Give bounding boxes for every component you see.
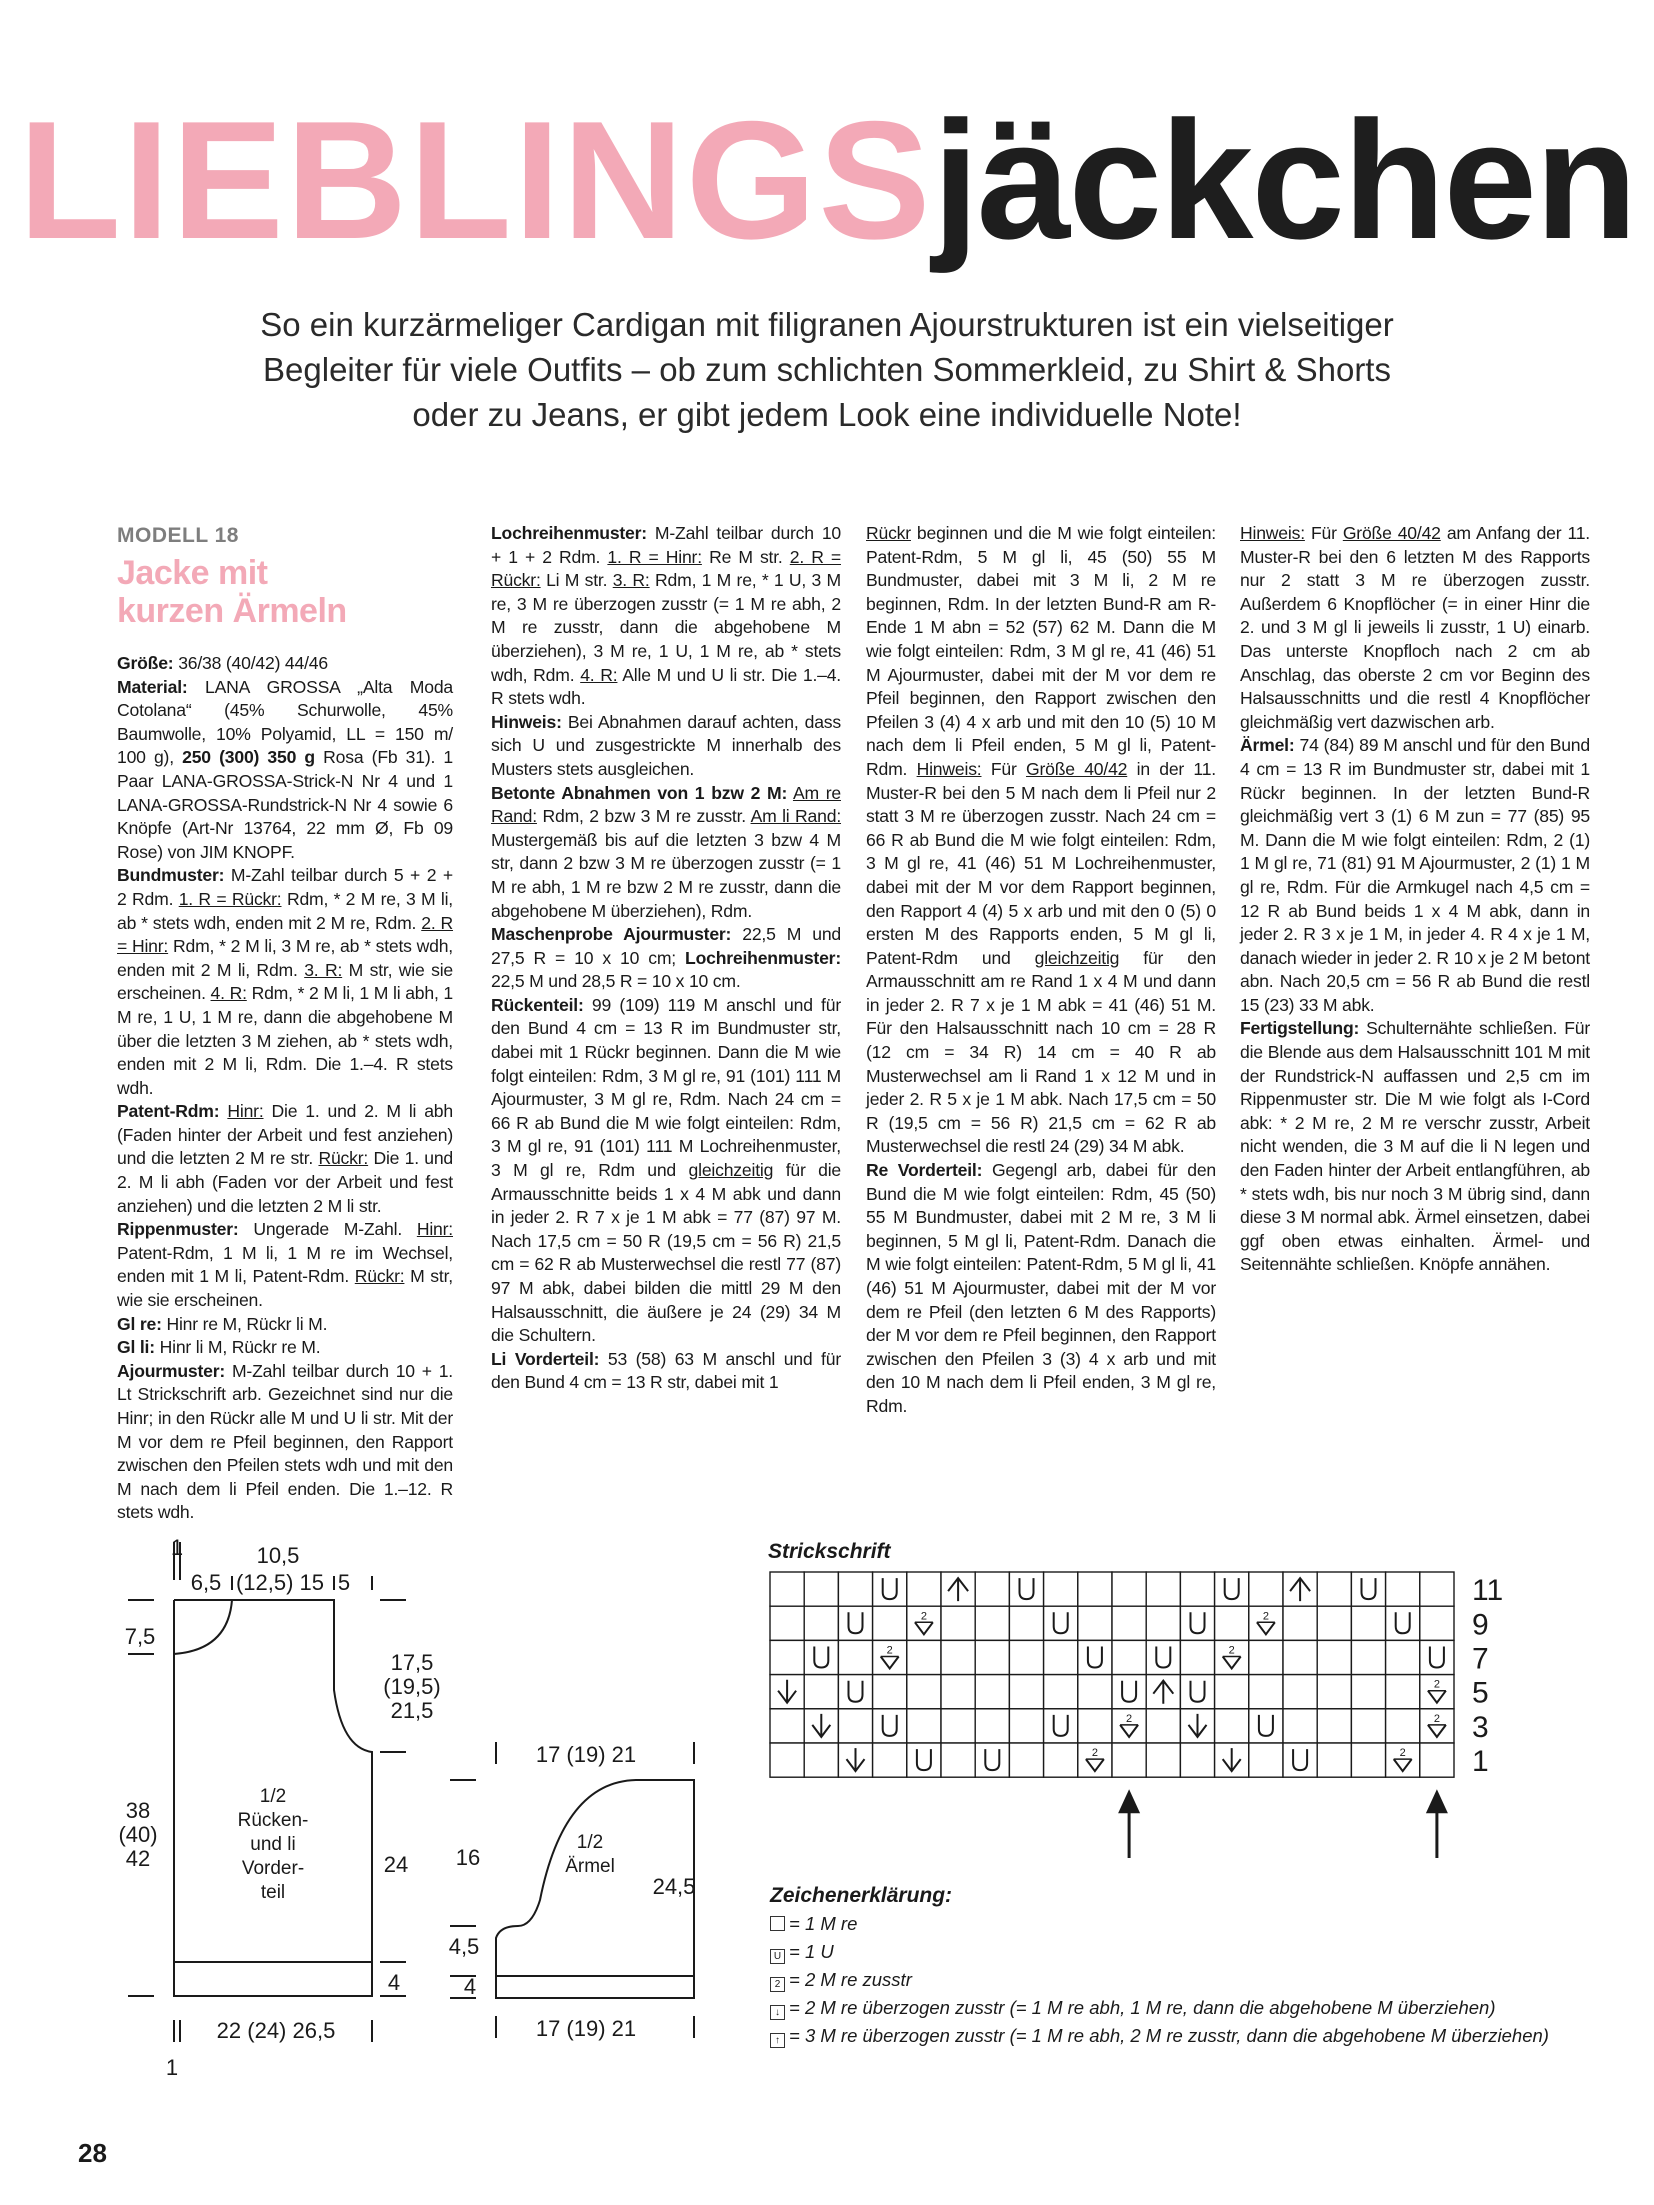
size-label: Größe: [117, 653, 174, 673]
bundmuster-paragraph [117, 864, 453, 1100]
maschen-text: 22,5 M und 27,5 R = 10 x 10 cm; [491, 924, 841, 968]
sleeve-dim-4: 4 [463, 1974, 477, 1999]
chart-cell [975, 1572, 1009, 1606]
dim-left-75: 7,5 [124, 1624, 156, 1649]
chart-cell [975, 1675, 1009, 1709]
livorder-rueckr: Rückr [866, 523, 911, 543]
k2tog-number: 2 [1399, 1747, 1406, 1760]
k2tog-number: 2 [886, 1644, 893, 1657]
betont-right-edge: Am re Rand: [491, 782, 841, 827]
body-schematic [110, 1530, 450, 2080]
chart-cell [1180, 1640, 1214, 1674]
legend-symbol-icon: ↑ [770, 2033, 785, 2048]
ajour-label: Ajourmuster: [117, 1360, 226, 1381]
ruecken-text: für die Armausschnitte beids 1 x 4 M abk und dann in jeder 2. R 7 x je 1 M abk = 77 (87) 97 M. Nach 17,5 cm = 50 R (19,5 cm = 56 R) 21,5 cm = 62 R ab Musterwechsel die restl 77 (87) 97 M abk, dabei bilden die mittl 29 M den Halsausschnitt, die äußere je 24 (29) 34 M die Schultern. [491, 1160, 841, 1346]
chart-cell [1317, 1572, 1351, 1606]
body-label-4: Vorder- [241, 1858, 305, 1879]
chart-cell [907, 1709, 941, 1743]
glre-paragraph [117, 1313, 453, 1337]
k2tog-number: 2 [1228, 1644, 1235, 1657]
knitting-chart [766, 1568, 1506, 1858]
text-column-4 [1240, 522, 1590, 1277]
revorder-label: Re Vorderteil: [866, 1160, 983, 1181]
dim-top-1: 1 [170, 1535, 184, 1560]
chart-cell [1044, 1606, 1078, 1640]
dim-left-38: 38 [125, 1798, 151, 1823]
chart-cell [873, 1709, 907, 1743]
chart-arrows [1118, 1789, 1448, 1858]
livorder-hinweis: Hinweis: [916, 758, 982, 779]
dim-left-42: 42 [125, 1846, 151, 1871]
chart-cell [1078, 1572, 1112, 1606]
chart-cell [941, 1640, 975, 1674]
chart-cell [1351, 1675, 1385, 1709]
chart-cell [838, 1675, 872, 1709]
chart-cell [1351, 1709, 1385, 1743]
material-label: Material: [117, 676, 188, 697]
chart-cell [1317, 1675, 1351, 1709]
chart-row-label: 7 [1472, 1642, 1489, 1676]
rippen-text: Ungerade M-Zahl. [253, 1219, 403, 1240]
bundmuster-row-4: 4. R: [210, 983, 247, 1004]
body-label-3: und li [250, 1834, 296, 1855]
material-text-a: LANA GROSSA „Alta Moda Cotolana“ (45% Schurwolle, 45% Baumwolle, 10% Polyamid, LL = 150 m/ 100 g), [117, 676, 453, 768]
chart-cell [1078, 1606, 1112, 1640]
dim-right-4: 4 [387, 1970, 401, 1995]
loch-text: Rdm, 1 M re, * 1 U, 3 M re, 3 M re überzogen zusstr (= 1 M re abh, 2 M re zusstr, dann die abgehobene M überziehen), 3 M re, 1 U, 1 M re, ab * stets wdh, Rdm. [491, 570, 841, 685]
loch-paragraph [491, 522, 841, 711]
legend-text: = 1 U [789, 1941, 834, 1962]
livorder-size: Größe 40/42 [1026, 758, 1128, 779]
repeat-arrow-head [1426, 1789, 1448, 1813]
text-column-2 [491, 522, 841, 1395]
betont-paragraph [491, 782, 841, 924]
dim-right-215: 21,5 [390, 1698, 434, 1723]
patent-label: Patent-Rdm: [117, 1101, 220, 1122]
rippen-paragraph [117, 1218, 453, 1312]
chart-cell [1386, 1709, 1420, 1743]
hinweis-text: Bei Abnahmen darauf achten, dass sich U und zusgestrickte M innerhalb des Musters stets ausgleichen. [491, 711, 841, 779]
glli-text: Hinr li M, Rückr re M. [159, 1337, 321, 1358]
chart-cell [1283, 1709, 1317, 1743]
chart-cell [1283, 1640, 1317, 1674]
glre-text: Hinr re M, Rückr li M. [166, 1313, 328, 1334]
title-part-dark: jäckchen [932, 86, 1636, 274]
patent-text: Die 1. und 2. M li abh (Faden hinter der Arbeit und fest anziehen) und die letzten 2 M re str. [117, 1101, 453, 1169]
chart-cell [838, 1572, 872, 1606]
legend-item [770, 1910, 1549, 1938]
chart-row-label: 1 [1472, 1745, 1489, 1779]
chart-cell [1146, 1743, 1180, 1777]
chart-cell [1420, 1572, 1454, 1606]
k2tog-number: 2 [1091, 1747, 1098, 1760]
chart-cell [1009, 1572, 1043, 1606]
k2tog-number: 2 [920, 1610, 927, 1623]
chart-cell [1317, 1640, 1351, 1674]
chart-cell [1044, 1743, 1078, 1777]
livorder-text: für den Armausschnitt am re Rand 1 x 4 M und dann in jeder 2. R 7 x je 1 M abk = 41 (46) 51 M. Für den Halsausschnitt nach 10 cm = 28 R (12 cm = 34 R) 14 cm = 40 R ab Musterwechsel am li Rand 1 x 12 M und in jeder 2. R 5 x je 1 M abk. Nach 17,5 cm = 50 R (19,5 cm = 56 R) 21,5 cm = 62 R ab Musterwechsel die restl 24 (29) 34 M abk. [866, 947, 1216, 1157]
chart-cell [1180, 1606, 1214, 1640]
glre-label: Gl re: [117, 1313, 162, 1334]
betont-text: Rdm, 2 bzw 3 M re zusstr. [542, 806, 746, 827]
livorder-paragraph-cont [866, 522, 1216, 1159]
k2tog-number: 2 [1433, 1678, 1440, 1691]
legend-item [770, 1966, 1549, 1994]
dim-top-65: 6,5 [190, 1570, 222, 1595]
loch-row-1: 1. R = Hinr: [607, 546, 702, 567]
rippen-text: Patent-Rdm, 1 M li, 1 M re im Wechsel, enden mit 1 M li, Patent-Rdm. [117, 1242, 453, 1287]
chart-cell [1351, 1606, 1385, 1640]
chart-cell [1112, 1572, 1146, 1606]
chart-cell [873, 1743, 907, 1777]
sleeve-schematic [440, 1730, 720, 2050]
ruecken-text: 99 (109) 119 M anschl und für den Bund 4 cm = 13 R im Bundmuster str, dabei mit 1 Rückr beginnen. Dann die M wie folgt einteilen: Rdm, 3 M gl re, 91 (101) 111 M Ajourmuster, 3 M gl re, Rdm. Nach 24 cm = 66 R ab Bund die M wie folgt einteilen: Rdm, 3 M gl re, 91 (101) 111 M Lochreihenmuster, 3 M gl re, Rdm und [491, 994, 841, 1181]
chart-cell [1180, 1572, 1214, 1606]
chart-cell [1078, 1640, 1112, 1674]
chart-cell [1386, 1640, 1420, 1674]
dim-top-5: 5 [337, 1570, 351, 1595]
model-label: MODELL 18 [117, 524, 239, 547]
chart-cell [1078, 1709, 1112, 1743]
chart-cell [838, 1709, 872, 1743]
chart-cell [1078, 1675, 1112, 1709]
chart-cell [1009, 1640, 1043, 1674]
text-column-3 [866, 522, 1216, 1419]
k2tog-number: 2 [1262, 1610, 1269, 1623]
chart-row-labels [1472, 1574, 1503, 1778]
chart-cell [770, 1640, 804, 1674]
bundmuster-row-2: 2. R = Hinr: [117, 912, 454, 957]
maschen-paragraph [491, 923, 841, 994]
livorder-paragraph [491, 1348, 841, 1395]
chart-cell [1146, 1606, 1180, 1640]
loch-text: M-Zahl teilbar durch 10 + 1 + 2 Rdm. [491, 523, 841, 567]
sleeve-label-2: Ärmel [565, 1856, 615, 1877]
model-title [117, 554, 453, 630]
size-paragraph [117, 652, 453, 676]
revorder-text: am Anfang der 11. Muster-R bei den 6 letzten M des Rapports nur 2 statt 3 M re überzogen zusstr. Außerdem 6 Knopflöcher (= in einer Hinr die 2. und 3 M gl li jeweils li zusstr, 1 U) einarb. Das unterste Knopfloch nach 2 cm ab Anschlag, das oberste 2 cm vor Beginn des Halsausschnitts und die restl 4 Knopflöcher gleichmäßig vert dazwischen arb. [1240, 523, 1590, 732]
chart-cell [1215, 1572, 1249, 1606]
chart-cell [804, 1606, 838, 1640]
sleeve-dim-bottom: 17 (19) 21 [535, 2016, 637, 2041]
chart-cell [873, 1572, 907, 1606]
maschen-text: 22,5 M und 28,5 R = 10 x 10 cm. [491, 971, 741, 992]
chart-cell [1009, 1709, 1043, 1743]
title-part-pink: LIEBLINGS [18, 86, 933, 274]
chart-cell [1317, 1709, 1351, 1743]
dim-bottom-22: 22 (24) 26,5 [216, 2018, 336, 2043]
legend-list [770, 1910, 1549, 2050]
chart-cell [941, 1709, 975, 1743]
fertig-paragraph [1240, 1017, 1590, 1277]
chart-cell [1215, 1606, 1249, 1640]
chart-cell [1249, 1709, 1283, 1743]
chart-cell [1112, 1743, 1146, 1777]
loch-row-3: 3. R: [612, 570, 650, 591]
betont-left-edge: Am li Rand: [750, 806, 842, 827]
fertig-label: Fertigstellung: [1240, 1018, 1360, 1039]
maschen-label-2: Lochreihenmuster: [685, 947, 841, 968]
neck-curve [174, 1600, 232, 1654]
bundmuster-row-1: 1. R = Rückr: [178, 888, 282, 909]
chart-cell [1146, 1709, 1180, 1743]
text-column-1 [117, 522, 453, 1525]
repeat-arrow-head [1118, 1789, 1140, 1813]
sleeve-dim-top: 17 (19) 21 [535, 1742, 637, 1767]
livorder-text: in der 11. Muster-R bei den 5 M nach dem li Pfeil nur 2 statt 3 M re überzogen zusstr. Nach 24 cm = 66 R ab Bund die M wie folgt einteilen: Rdm, 3 M gl re, 41 (46) 51 M Lochreihenmuster, dabei mit der M vor dem Rapport beginnen, den Rapport 4 (4) 5 x arb und mit den 0 (5) 0 ersten M des Rapports enden, 5 M gl li, Patent-Rdm und [866, 758, 1216, 968]
rippen-text: M str, wie sie erscheinen. [117, 1266, 453, 1311]
chart-cell [770, 1606, 804, 1640]
sleeve-label-1: 1/2 [576, 1832, 604, 1853]
chart-cell [1283, 1743, 1317, 1777]
revorder-text: Für [1310, 523, 1337, 543]
chart-cell [1317, 1743, 1351, 1777]
chart-grid [770, 1572, 1454, 1777]
sleeve-dim-245: 24,5 [652, 1874, 696, 1899]
livorder-gleichzeitig: gleichzeitig [1034, 947, 1120, 968]
chart-cell [907, 1675, 941, 1709]
chart-cell [1249, 1572, 1283, 1606]
page-title [0, 86, 1654, 274]
chart-cell [907, 1743, 941, 1777]
chart-row-label: 9 [1472, 1608, 1489, 1642]
chart-cell [1317, 1606, 1351, 1640]
body-label-5: teil [260, 1882, 286, 1903]
livorder-label: Li Vorderteil: [491, 1348, 600, 1369]
chart-cell [1044, 1675, 1078, 1709]
glli-paragraph [117, 1336, 453, 1360]
livorder-text: beginnen und die M wie folgt einteilen: Patent-Rdm, 5 M gl li, 45 (50) 55 M Bundmuster, dabei mit 3 M li, 2 M re beginnen, Rdm. In der letzten Bund-R am R-Ende 1 M abn = 52 (57) 62 M. Dann die M wie folgt einteilen: Rdm, 3 M gl re, 41 (46) 51 M Ajourmuster, dabei mit der M vor dem re Pfeil beginnen, den Rapport zwischen den Pfeilen 3 (4) 4 x arb und mit den 10 (5) 10 M nach dem li Pfeil enden, 5 M gl li, Patent-Rdm. [866, 523, 1216, 779]
patent-hinr: Hinr: [227, 1101, 264, 1122]
chart-cell [1386, 1606, 1420, 1640]
chart-cell [804, 1743, 838, 1777]
material-text-c: Rosa (Fb 31). 1 Paar LANA-GROSSA-Strick-N Nr 4 und 1 LANA-GROSSA-Rundstrick-N Nr 4 sowie 6 Knöpfe (Art-Nr 13764, 22 mm Ø, Fb 09 Rose) von JIM KNOPF. [117, 747, 453, 862]
loch-text: Re M str. [709, 546, 783, 567]
ruecken-paragraph [491, 994, 841, 1348]
chart-cell [1112, 1640, 1146, 1674]
dim-bottom-1: 1 [165, 2055, 179, 2080]
chart-row-label: 5 [1472, 1676, 1489, 1710]
ajour-text: M-Zahl teilbar durch 10 + 1. Lt Strickschrift arb. Gezeichnet sind nur die Hinr; in den Rückr alle M und U li str. Mit der M vor dem re Pfeil beginnen, den Rapport zwischen den Pfeilen stets wdh und mit den M nach dem li Pfeil enden. Die 1.–12. R stets wdh. [117, 1360, 453, 1523]
dim-right-24: 24 [383, 1852, 409, 1877]
legend-text: = 1 M re [789, 1913, 858, 1934]
chart-cell [975, 1640, 1009, 1674]
bundmuster-text: Rdm, * 2 M re, 3 M li, ab * stets wdh, enden mit 2 M re, Rdm. [117, 888, 453, 933]
chart-cell [1112, 1675, 1146, 1709]
dim-right-195: (19,5) [383, 1674, 441, 1699]
chart-cell [1420, 1743, 1454, 1777]
chart-cell [1146, 1572, 1180, 1606]
ajour-paragraph [117, 1360, 453, 1525]
betont-text: Mustergemäß bis auf die letzten 3 bzw 4 M str, dann 2 bzw 3 M re überzogen zusstr (= 1 M re abh, 1 M re bzw 2 M re zusstr, dann die abgehobene M überziehen), Rdm. [491, 829, 841, 921]
loch-row-4: 4. R: [580, 664, 618, 685]
chart-title: Strickschrift [768, 1540, 891, 1563]
chart-cell [941, 1606, 975, 1640]
legend-item [770, 1994, 1549, 2022]
legend-title: Zeichenerklärung: [770, 1884, 953, 1907]
chart-cell [975, 1709, 1009, 1743]
chart-cell [1112, 1606, 1146, 1640]
chart-cell [975, 1743, 1009, 1777]
patent-paragraph [117, 1100, 453, 1218]
chart-cell [1351, 1640, 1385, 1674]
chart-cell [1215, 1709, 1249, 1743]
chart-row-label: 3 [1472, 1710, 1489, 1744]
chart-cell [1044, 1640, 1078, 1674]
chart-cell [975, 1606, 1009, 1640]
loch-text: Alle M und U li str. Die 1.–4. R stets wdh. [491, 664, 841, 709]
body-label-2: Rücken- [237, 1810, 309, 1831]
chart-cell [1283, 1675, 1317, 1709]
legend-text: = 3 M re überzogen zusstr (= 1 M re abh, 2 M re zusstr, dann die abgehobene M überziehen) [789, 2025, 1549, 2046]
intro-text: So ein kurzärmeliger Cardigan mit filigranen Ajourstrukturen ist ein vielseitiger Begleiter für viele Outfits – ob zum schlichten Sommerkleid, zu Shirt & Shorts oder zu Jeans, er gibt jedem Look eine individuelle Note! [260, 306, 1394, 433]
chart-cell [1215, 1675, 1249, 1709]
chart-cell [1044, 1709, 1078, 1743]
chart-cell [1044, 1572, 1078, 1606]
chart-cell [838, 1640, 872, 1674]
ruecken-label: Rückenteil: [491, 994, 584, 1015]
rippen-rueckr: Rückr: [354, 1266, 405, 1287]
material-paragraph [117, 676, 453, 865]
chart-cell [770, 1572, 804, 1606]
chart-cell [907, 1572, 941, 1606]
maschen-label: Maschenprobe Ajourmuster: [491, 924, 732, 945]
chart-cell [770, 1743, 804, 1777]
hinweis-label: Hinweis: [491, 711, 562, 732]
chart-cell [1180, 1675, 1214, 1709]
material-text-b: 250 (300) 350 g [182, 747, 315, 768]
betont-label: Betonte Abnahmen von 1 bzw 2 M: [491, 782, 788, 803]
bundmuster-row-3: 3. R: [304, 959, 343, 980]
k2tog-number: 2 [1126, 1712, 1133, 1725]
chart-cell [1420, 1640, 1454, 1674]
revorder-paragraph [866, 1159, 1216, 1419]
sleeve-dim-16: 16 [455, 1845, 481, 1870]
revorder-text: Gegengl arb, dabei für den Bund die M wie folgt einteilen: Rdm, 45 (50) 55 M Bundmuster, dabei mit 2 M re, 3 M li beginnen, 5 M gl li, Patent-Rdm. Danach die M wie folgt einteilen: Patent-Rdm, 5 M gl li, 41 (46) 51 M Ajourmuster, dabei mit der M vor dem re Pfeil (den letzten 6 M des Rapports) der M vor dem re Pfeil beginnen, den Rapport zwischen den Pfeilen 3 (3) 4 x arb und mit den 10 M nach dem li Pfeil enden, 3 M gl re, Rdm. [866, 1160, 1216, 1416]
dim-right-175: 17,5 [390, 1650, 434, 1675]
loch-text: Li M str. [546, 570, 608, 591]
chart-cell [907, 1640, 941, 1674]
sleeve-dim-45: 4,5 [448, 1934, 480, 1959]
model-title-line-2: kurzen Ärmeln [117, 592, 347, 630]
bundmuster-label: Bundmuster: [117, 865, 225, 886]
revorder-paragraph-cont [1240, 522, 1590, 734]
chart-cell [873, 1675, 907, 1709]
chart-cell [1009, 1743, 1043, 1777]
dim-top-125: (12,5) 15 [235, 1570, 325, 1595]
page-number: 28 [78, 2138, 107, 2168]
chart-cell [873, 1606, 907, 1640]
chart-cell [804, 1675, 838, 1709]
chart-cell [1283, 1606, 1317, 1640]
rippen-hinr: Hinr: [416, 1219, 453, 1240]
legend-item [770, 1938, 1549, 1966]
chart-cell [1420, 1606, 1454, 1640]
legend-text: = 2 M re überzogen zusstr (= 1 M re abh, 1 M re, dann die abgehobene M überziehen) [789, 1997, 1496, 2018]
chart-row-label: 11 [1472, 1574, 1504, 1608]
bundmuster-text: M str, wie sie erscheinen. [117, 959, 453, 1004]
bundmuster-text: Rdm, * 2 M li, 3 M re, ab * stets wdh, enden mit 2 M li, Rdm. [117, 936, 453, 980]
dim-top-105: 10,5 [256, 1543, 300, 1568]
chart-cell [1386, 1675, 1420, 1709]
legend-symbol-icon [770, 1916, 785, 1931]
fertig-text: Schulternähte schließen. Für die Blende aus dem Halsausschnitt 101 M mit der Rundstrick-N auffassen und 2,5 cm im Rippenmuster str. Die M wie folgt als I-Cord abk: * 2 M re, 2 M re verschr zusstr, Arbeit nicht wenden, die 3 M auf die li N legen und den Faden hinter der Arbeit entlangführen, ab * stets wdh, bis nur noch 3 M übrig sind, dann diese 3 M normal abk. Ärmel einsetzen, dabei ggf oben etwas einhalten. Ärmel- und Seitennähte schließen. Knöpfe annähen. [1240, 1018, 1590, 1275]
revorder-hinweis: Hinweis: [1240, 523, 1305, 543]
chart-cell [838, 1606, 872, 1640]
aermel-text: 74 (84) 89 M anschl und für den Bund 4 cm = 13 R im Bundmuster str, dabei mit 1 Rückr beginnen. In der letzten Bund-R gleichmäßig vert 3 (1) 6 M zun = 77 (85) 95 M. Dann die M wie folgt einteilen: Rdm, 2 (1) 1 M gl re, 71 (81) 91 M Ajourmuster, 2 (1) 1 M gl re, Rdm. Für die Armkugel nach 4,5 cm = 12 R ab Bund beids 1 x 4 M abk, dann in jeder 2. R 3 x je 1 M, in jeder 4. R 4 x je 1 M, danach wieder in jeder 2. R 10 x je 2 M betont abn. Nach 20,5 cm = 56 R ab Bund die restl 15 (23) 33 M abk. [1240, 735, 1590, 1015]
livorder-text: 53 (58) 63 M anschl und für den Bund 4 cm = 13 R str, dabei mit 1 [491, 1348, 841, 1393]
k2tog-number: 2 [1433, 1712, 1440, 1725]
dim-left-40: (40) [118, 1822, 158, 1847]
revorder-size: Größe 40/42 [1342, 523, 1441, 543]
chart-cell [1249, 1675, 1283, 1709]
patent-text: Die 1. und 2. M li abh (Faden vor der Arbeit und fest anziehen) und die letzten 2 M li str. [117, 1148, 453, 1216]
chart-cell [941, 1675, 975, 1709]
chart-cell [1386, 1572, 1420, 1606]
model-title-line-1: Jacke mit [117, 554, 268, 592]
chart-cell [1249, 1640, 1283, 1674]
livorder-text: Für [990, 758, 1017, 779]
chart-cell [1146, 1640, 1180, 1674]
body-label-1: 1/2 [259, 1786, 287, 1807]
legend-symbol-icon: ↓ [770, 2005, 785, 2020]
legend-text: = 2 M re zusstr [789, 1969, 912, 1990]
size-text: 36/38 (40/42) 44/46 [178, 653, 328, 673]
ruecken-gleichzeitig: gleichzeitig [688, 1160, 774, 1181]
chart-cell [1180, 1743, 1214, 1777]
rippen-label: Rippenmuster: [117, 1219, 239, 1240]
chart-cell [941, 1743, 975, 1777]
legend-symbol-icon: 2 [770, 1977, 785, 1992]
patent-rueckr: Rückr: [318, 1148, 369, 1169]
loch-row-2: 2. R = Rückr: [491, 546, 841, 591]
chart-cell [804, 1640, 838, 1674]
aermel-label: Ärmel: [1240, 735, 1295, 756]
chart-cell [1351, 1572, 1385, 1606]
hinweis-paragraph [491, 711, 841, 782]
chart-cell [1009, 1675, 1043, 1709]
chart-cell [1249, 1743, 1283, 1777]
legend-item [770, 2022, 1549, 2050]
chart-cell [1351, 1743, 1385, 1777]
bundmuster-text: Rdm, * 2 M li, 1 M li abh, 1 M re, 1 U, 1 M re, dann die abgehobene M über die letzten 3 M ziehen, ab * stets wdh, enden mit 2 M li, Rdm. Die 1.–4. R stets wdh. [117, 983, 453, 1098]
aermel-paragraph [1240, 734, 1590, 1017]
bundmuster-text: M-Zahl teilbar durch 5 + 2 + 2 Rdm. [117, 865, 453, 909]
chart-cell [1009, 1606, 1043, 1640]
chart-cell [770, 1709, 804, 1743]
chart-cell [804, 1572, 838, 1606]
legend-symbol-icon: U [770, 1949, 785, 1964]
glli-label: Gl li: [117, 1337, 155, 1358]
loch-label: Lochreihenmuster: [491, 523, 647, 543]
